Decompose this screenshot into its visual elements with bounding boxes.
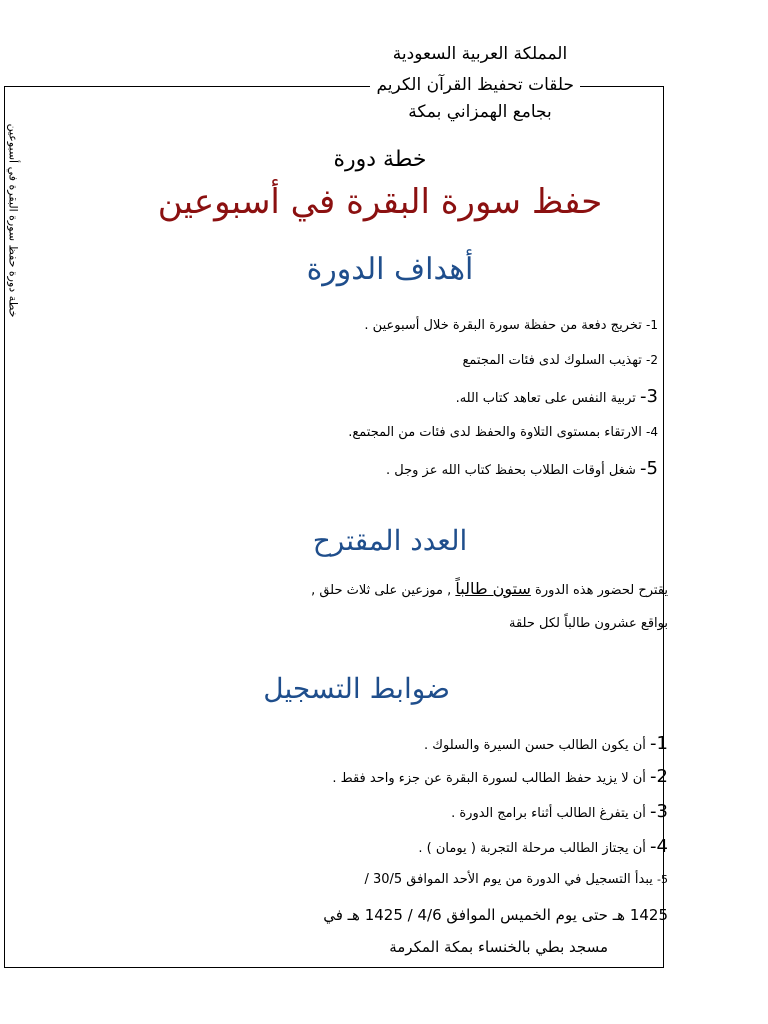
registration-item: [451, 801, 668, 822]
goals-heading: أهداف الدورة: [306, 252, 474, 287]
registration-number: 2-: [650, 766, 668, 787]
registration-text: يبدأ التسجيل في الدورة من يوم الأحد الموافق 30/5 /: [364, 872, 653, 887]
count-text-before: يقترح لحضور هذه الدورة: [535, 583, 668, 598]
goal-number: 1-: [646, 318, 658, 332]
side-label: [2, 125, 24, 315]
registration-text: أن يكون الطالب حسن السيرة والسلوك .: [424, 738, 646, 753]
header-circles: [376, 75, 580, 95]
count-text-after: , موزعين على ثلاث حلق ,: [311, 583, 452, 598]
goal-text: تهذيب السلوك لدى فئات المجتمع: [462, 353, 642, 368]
registration-text: أن يجتاز الطالب مرحلة التجربة ( يومان ) .: [418, 841, 646, 856]
goal-text: تخريج دفعة من حفظة سورة البقرة خلال أسبوعين .: [364, 318, 642, 333]
goal-number: 3-: [640, 386, 658, 407]
goal-item: [348, 425, 658, 440]
registration-heading: ضوابط التسجيل: [263, 672, 450, 705]
goal-item: [456, 386, 658, 407]
registration-item-5-line-2: 1425 هـ حتى يوم الخميس الموافق 4/6 / 1425 هـ في: [323, 906, 668, 924]
header-country: المملكة العربية السعودية: [392, 44, 568, 64]
goal-item: [364, 318, 658, 333]
goal-number: 2-: [646, 353, 658, 367]
count-heading: العدد المقترح: [312, 524, 468, 557]
registration-item: [332, 766, 668, 787]
registration-text: أن لا يزيد حفظ الطالب لسورة البقرة عن جزء واحد فقط .: [332, 771, 646, 786]
goal-text: الارتقاء بمستوى التلاوة والحفظ لدى فئات من المجتمع.: [348, 425, 642, 440]
goal-item: [386, 458, 658, 479]
registration-item: [418, 836, 668, 857]
registration-number: 1-: [650, 733, 668, 754]
count-number: ستون طالباً: [455, 579, 531, 598]
registration-text: أن يتفرغ الطالب أثناء برامج الدورة .: [451, 806, 646, 821]
registration-item: [424, 733, 668, 754]
side-label-text: خطة دورة حفظ سورة البقرة في أسبوعين: [6, 123, 20, 317]
registration-item-5-line-3: مسجد بطي بالخنساء بمكة المكرمة: [389, 938, 608, 956]
goal-item: [462, 353, 658, 368]
registration-number: 3-: [650, 801, 668, 822]
goal-text: تربية النفس على تعاهد كتاب الله.: [455, 391, 636, 406]
goal-number: 5-: [640, 458, 658, 479]
count-distribution: بواقع عشرون طالباً لكل حلقة: [509, 616, 668, 631]
registration-number: 5-: [657, 873, 668, 886]
goal-number: 4-: [646, 425, 658, 439]
goal-text: شغل أوقات الطلاب بحفظ كتاب الله عز وجل .: [385, 463, 636, 478]
registration-number: 4-: [650, 836, 668, 857]
header-mosque: بجامع الهمزاني بمكة: [408, 102, 552, 122]
plan-title: خطة دورة: [333, 147, 427, 172]
count-paragraph: [311, 579, 668, 598]
registration-item: [364, 872, 668, 887]
course-title: حفظ سورة البقرة في أسبوعين: [157, 182, 603, 222]
header-circles-text: حلقات تحفيظ القرآن الكريم: [370, 75, 580, 95]
